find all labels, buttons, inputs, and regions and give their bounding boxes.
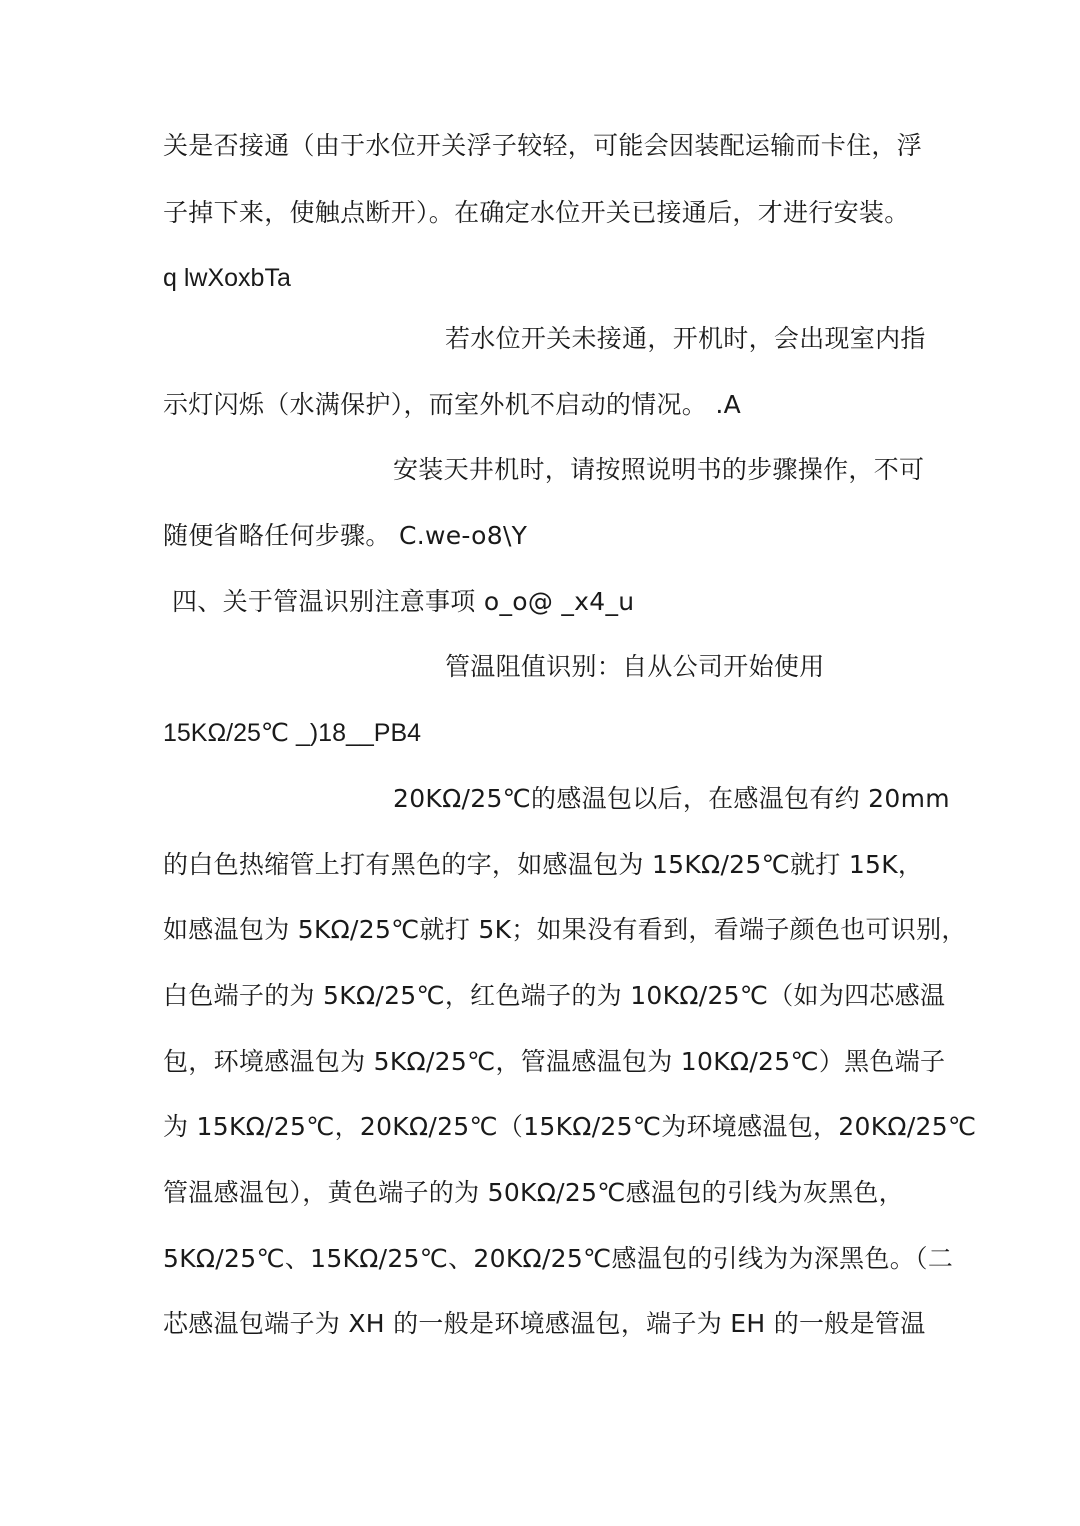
text-line-10: 15KΩ/25℃ _)18__PB4 <box>163 719 422 747</box>
text-line-4: 若水位开关未接通，开机时，会出现室内指 <box>445 324 926 353</box>
text-line-17: 管温感温包），黄色端子的为 50KΩ/25℃感温包的引线为灰黑色， <box>163 1178 904 1207</box>
text-line-18: 5KΩ/25℃、15KΩ/25℃、20KΩ/25℃感温包的引线为为深黑色。（二 <box>163 1244 954 1273</box>
text-line-7: 随便省略任何步骤。 C.we-o8\Y <box>163 521 528 550</box>
section-heading: 四、关于管温识别注意事项 o_o@ _x4_u <box>172 587 635 616</box>
text-line-5: 示灯闪烁（水满保护），而室外机不启动的情况。 .A <box>163 390 741 419</box>
text-line-11: 20KΩ/25℃的感温包以后，在感温包有约 20mm <box>393 784 950 813</box>
text-line-16: 为 15KΩ/25℃，20KΩ/25℃（15KΩ/25℃为环境感温包，20KΩ/25℃ <box>163 1112 977 1141</box>
text-line-12: 的白色热缩管上打有黑色的字，如感温包为 15KΩ/25℃就打 15K， <box>163 850 924 879</box>
text-line-9: 管温阻值识别：自从公司开始使用 <box>445 652 825 681</box>
text-line-1: 关是否接通（由于水位开关浮子较轻，可能会因装配运输而卡住，浮 <box>163 131 923 160</box>
text-line-3: q lwXoxbTa <box>163 264 291 292</box>
text-line-6: 安装天井机时，请按照说明书的步骤操作，不可 <box>393 455 925 484</box>
text-line-14: 白色端子的为 5KΩ/25℃，红色端子的为 10KΩ/25℃（如为四芯感温 <box>163 981 946 1010</box>
text-line-19: 芯感温包端子为 XH 的一般是环境感温包，端子为 EH 的一般是管温 <box>163 1309 926 1338</box>
text-line-2: 子掉下来，使触点断开）。在确定水位开关已接通后，才进行安装。 <box>163 198 910 227</box>
text-line-15: 包，环境感温包为 5KΩ/25℃，管温感温包为 10KΩ/25℃）黑色端子 <box>163 1047 946 1076</box>
text-line-13: 如感温包为 5KΩ/25℃就打 5K；如果没有看到，看端子颜色也可识别， <box>163 915 967 944</box>
